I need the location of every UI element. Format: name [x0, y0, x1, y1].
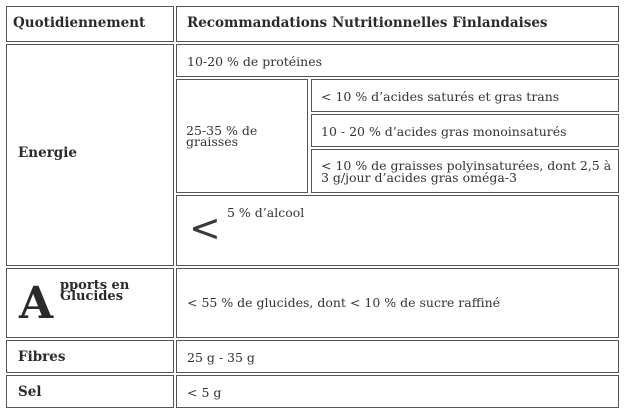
carbs-label-cell	[6, 268, 174, 338]
polyunsaturated-fats-line2: 3 g/jour d’acides gras oméga-3	[321, 170, 517, 185]
proteins-text: 10-20 % de protéines	[187, 54, 323, 69]
energy-label: Energie	[18, 145, 77, 161]
header-cell-daily	[6, 6, 174, 42]
fibre-label-cell	[6, 340, 174, 373]
alcohol-text: 5 % d’alcool	[227, 205, 305, 220]
salt-label: Sel	[18, 384, 42, 400]
saturated-fats-cell	[311, 79, 619, 112]
header-recommendations-label: Recommandations Nutritionnelles Finlandaises	[187, 15, 548, 31]
alcohol-less-than-symbol: <	[189, 206, 221, 250]
alcohol-cell	[176, 195, 619, 266]
carbs-value: < 55 % de glucides, dont < 10 % de sucre raffiné	[187, 295, 501, 310]
fats-label-cell	[176, 79, 308, 193]
carbs-label-line1: pports en	[60, 278, 130, 293]
monounsaturated-fats-cell	[311, 114, 619, 147]
monounsaturated-fats-text: 10 - 20 % d’acides gras monoinsaturés	[321, 124, 567, 139]
header-cell-recommendations	[176, 6, 619, 42]
energy-label-cell	[6, 44, 174, 266]
polyunsaturated-fats-cell	[311, 149, 619, 193]
carbs-label-line2: Glucides	[60, 289, 124, 304]
carbs-drop-cap: A	[19, 278, 54, 329]
fibre-value: 25 g - 35 g	[187, 350, 255, 365]
polyunsaturated-fats-line1: < 10 % de graisses polyinsaturées, dont 2,5 à	[321, 158, 612, 173]
saturated-fats-text: < 10 % d’acides saturés et gras trans	[321, 89, 560, 104]
proteins-cell	[176, 44, 619, 77]
header-daily-label: Quotidiennement	[13, 15, 146, 31]
fibre-label: Fibres	[18, 349, 66, 365]
salt-value-cell	[176, 375, 619, 408]
carbs-value-cell	[176, 268, 619, 338]
fats-label-line2: graisses	[186, 134, 239, 149]
salt-value: < 5 g	[187, 385, 222, 400]
fats-label-line1: 25-35 % de	[186, 123, 258, 138]
fibre-value-cell	[176, 340, 619, 373]
salt-label-cell	[6, 375, 174, 408]
